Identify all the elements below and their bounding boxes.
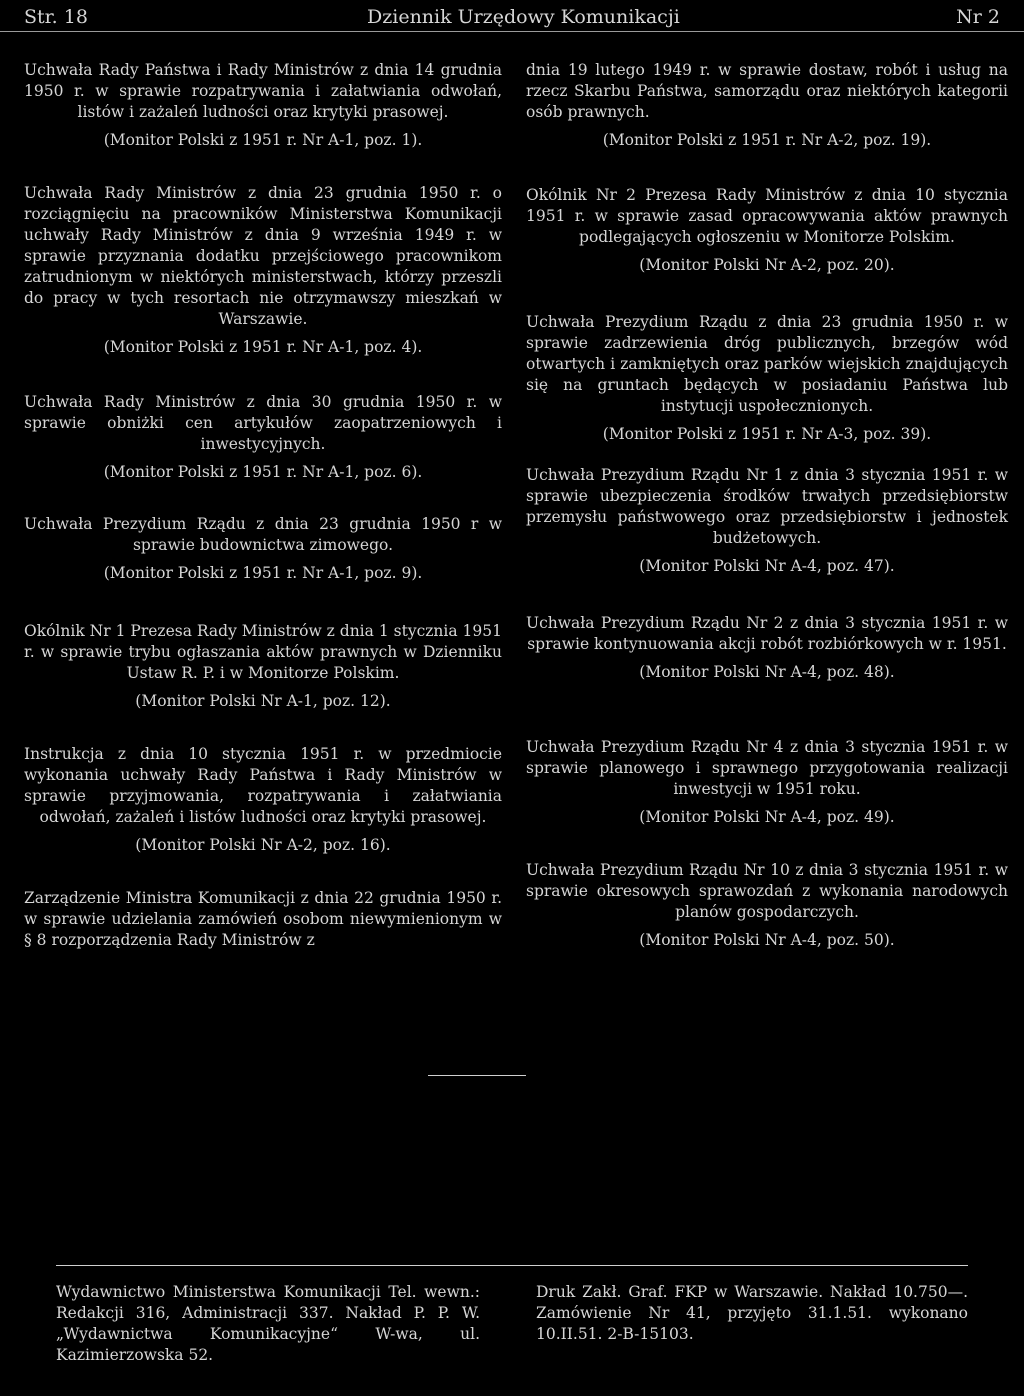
- entry-left-1: [24, 60, 502, 151]
- entry-left-2: [24, 183, 502, 358]
- section-divider: [428, 1075, 526, 1076]
- entry-left-6: [24, 744, 502, 856]
- entry-left-3: [24, 392, 502, 483]
- entry-left-7: [24, 888, 502, 951]
- journal-title: Dziennik Urzędowy Komunikacji: [367, 6, 680, 28]
- entry-text: Okólnik Nr 1 Prezesa Rady Ministrów z dnia 1 stycznia 1951 r. w sprawie trybu ogłaszania aktów prawnych w Dzienniku Ustaw R. P. i w Monitorze Polskim.: [24, 622, 502, 682]
- entry-right-1: [526, 60, 1008, 151]
- entry-right-3: [526, 312, 1008, 445]
- entry-reference: (Monitor Polski z 1951 r. Nr A-1, poz. 9).: [103, 564, 423, 582]
- entry-reference: (Monitor Polski Nr A-1, poz. 12).: [135, 692, 391, 710]
- entry-text: dnia 19 lutego 1949 r. w sprawie dostaw, robót i usług na rzecz Skarbu Państwa, samorządu oraz niektórych kategorii osób prawnych.: [526, 61, 1008, 121]
- entry-text: Uchwała Prezydium Rządu Nr 10 z dnia 3 stycznia 1951 r. w sprawie okresowych sprawozdań z wykonania narodowych planów gospodarczych.: [526, 861, 1008, 921]
- entry-text: Uchwała Prezydium Rządu Nr 2 z dnia 3 stycznia 1951 r. w sprawie kontynuowania akcji robót rozbiórkowych w r. 1951.: [526, 614, 1008, 653]
- entry-reference: (Monitor Polski Nr A-4, poz. 50).: [639, 931, 895, 949]
- header-rule: [0, 31, 1024, 32]
- issue-number: Nr 2: [956, 6, 1000, 28]
- entry-reference: (Monitor Polski Nr A-4, poz. 47).: [639, 557, 895, 575]
- entry-reference: (Monitor Polski z 1951 r. Nr A-2, poz. 19).: [602, 131, 932, 149]
- entry-reference: (Monitor Polski z 1951 r. Nr A-1, poz. 4).: [103, 338, 423, 356]
- entry-reference: (Monitor Polski Nr A-4, poz. 49).: [639, 808, 895, 826]
- entry-left-5: [24, 621, 502, 712]
- publisher-info: Wydawnictwo Ministerstwa Komunikacji Tel. wewn.: Redakcji 316, Administracji 337. Nakład P. P. W. „Wydawnictwa Komunikacyjne“ W-wa, ul. Kazimierzowska 52.: [56, 1283, 480, 1364]
- footer-rule: [56, 1265, 968, 1266]
- printer-info: Druk Zakł. Graf. FKP w Warszawie. Nakład 10.750—. Zamówienie Nr 41, przyjęto 31.1.51. wykonano 10.II.51. 2-B-15103.: [536, 1283, 968, 1343]
- entry-reference: (Monitor Polski Nr A-2, poz. 20).: [639, 256, 895, 274]
- entry-reference: (Monitor Polski z 1951 r. Nr A-3, poz. 39).: [602, 425, 932, 443]
- entry-right-7: [526, 860, 1008, 951]
- entry-text: Uchwała Prezydium Rządu Nr 1 z dnia 3 stycznia 1951 r. w sprawie ubezpieczenia środków trwałych przedsiębiorstw przemysłu państwowego oraz przedsiębiorstw i jednostek budżetowych.: [526, 466, 1008, 547]
- page-header: [0, 0, 1024, 36]
- entry-text: Uchwała Rady Ministrów z dnia 23 grudnia 1950 r. o rozciągnięciu na pracowników Ministerstwa Komunikacji uchwały Rady Ministrów z dnia 9 września 1949 r. w sprawie przyznania dodatku przejściowego pracownikom zatrudnionym w niektórych ministerstwach, którzy przeszli do pracy w tych resortach nie otrzymawszy mieszkań w Warszawie.: [24, 184, 502, 328]
- entry-reference: (Monitor Polski z 1951 r. Nr A-1, poz. 1).: [103, 131, 423, 149]
- entry-text: Uchwała Rady Państwa i Rady Ministrów z dnia 14 grudnia 1950 r. w sprawie rozpatrywania i załatwiania odwołań, listów i zażaleń ludności oraz krytyki prasowej.: [24, 61, 502, 121]
- entry-right-4: [526, 465, 1008, 577]
- entry-text: Uchwała Prezydium Rządu z dnia 23 grudnia 1950 r w sprawie budownictwa zimowego.: [24, 515, 502, 554]
- entry-text: Zarządzenie Ministra Komunikacji z dnia 22 grudnia 1950 r. w sprawie udzielania zamówień osobom niewymienionym w § 8 rozporządzenia Rady Ministrów z: [24, 889, 502, 949]
- entry-reference: (Monitor Polski Nr A-2, poz. 16).: [135, 836, 391, 854]
- entry-text: Uchwała Prezydium Rządu z dnia 23 grudnia 1950 r. w sprawie zadrzewienia dróg publicznych, brzegów wód otwartych i zamkniętych oraz parków wiejskich znajdujących się na gruntach będących w posiadaniu Państwa lub instytucji uspołecznionych.: [526, 313, 1008, 415]
- entry-right-5: [526, 613, 1008, 683]
- entry-reference: (Monitor Polski Nr A-4, poz. 48).: [639, 663, 895, 681]
- page-number: Str. 18: [24, 6, 88, 28]
- entry-text: Uchwała Prezydium Rządu Nr 4 z dnia 3 stycznia 1951 r. w sprawie planowego i sprawnego przygotowania realizacji inwestycji w 1951 roku.: [526, 738, 1008, 798]
- entry-text: Instrukcja z dnia 10 stycznia 1951 r. w przedmiocie wykonania uchwały Rady Państwa i Rady Ministrów w sprawie przyjmowania, rozpatrywania i załatwiania odwołań, zażaleń i listów ludności oraz krytyki prasowej.: [24, 745, 502, 826]
- entry-right-6: [526, 737, 1008, 828]
- entry-reference: (Monitor Polski z 1951 r. Nr A-1, poz. 6).: [103, 463, 423, 481]
- entry-text: Uchwała Rady Ministrów z dnia 30 grudnia 1950 r. w sprawie obniżki cen artykułów zaopatrzeniowych i inwestycyjnych.: [24, 393, 502, 453]
- entry-right-2: [526, 185, 1008, 276]
- entry-left-4: [24, 514, 502, 584]
- entry-text: Okólnik Nr 2 Prezesa Rady Ministrów z dnia 10 stycznia 1951 r. w sprawie zasad opracowywania aktów prawnych podlegających ogłoszeniu w Monitorze Polskim.: [526, 186, 1008, 246]
